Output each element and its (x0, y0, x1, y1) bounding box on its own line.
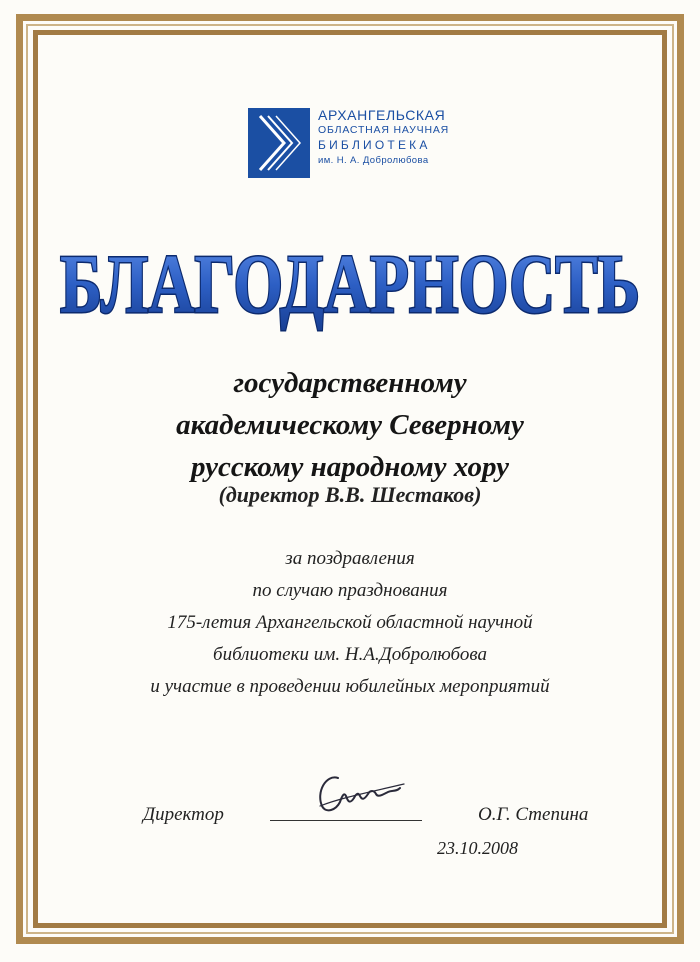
certificate-title-text: БЛАГОДАРНОСТЬ (60, 240, 640, 331)
logo-line-1: АРХАНГЕЛЬСКАЯ (318, 107, 446, 123)
logo-line-4: им. Н. А. Добролюбова (318, 155, 429, 166)
document-date: 23.10.2008 (437, 838, 518, 858)
recipient-line-2: академическому Северному (176, 409, 524, 441)
book-logo-icon (248, 108, 310, 178)
logo-text (318, 108, 449, 168)
body-line-1: за поздравления (285, 548, 415, 569)
recipient-line-3: русскому народному хору (190, 451, 510, 483)
logo-line-3: БИБЛИОТЕКА (318, 138, 431, 152)
body-line-3: 175-летия Архангельской областной научной (167, 612, 533, 633)
signer-name: О.Г. Степина (478, 804, 589, 825)
recipient-block (60, 362, 640, 488)
recipient-line-1: государственному (233, 367, 467, 399)
handwritten-signature (300, 762, 420, 826)
recipient-director: (директор В.В. Шестаков) (218, 482, 482, 507)
body-line-2: по случаю празднования (252, 580, 448, 601)
body-line-5: и участие в проведении юбилейных мероприятий (150, 676, 550, 697)
gratitude-text (60, 543, 640, 703)
body-line-4: библиотеки им. Н.А.Добролюбова (213, 644, 487, 665)
library-logo (248, 108, 488, 180)
certificate-title (40, 240, 660, 340)
signer-title: Директор (143, 804, 224, 825)
logo-line-2: ОБЛАСТНАЯ НАУЧНАЯ (318, 124, 450, 136)
